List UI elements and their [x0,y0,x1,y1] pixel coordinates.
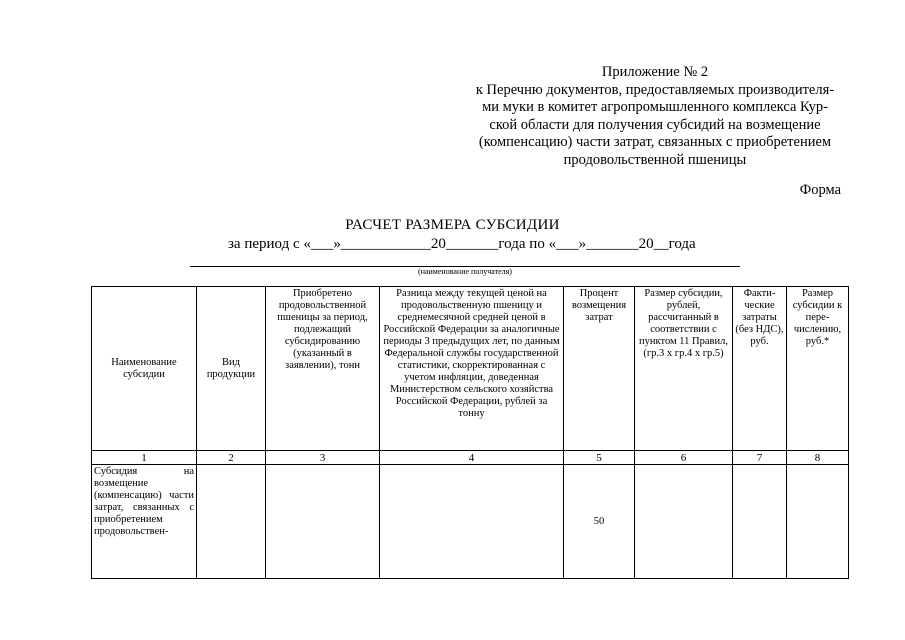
appendix-line: Приложение № 2 [601,64,709,80]
column-number-row [92,451,849,465]
appendix-line: (компенсацию) части затрат, связанных с приобретением [478,134,832,150]
price-difference-cell [380,465,564,579]
column-number: 8 [787,451,849,465]
appendix-line: продовольственной пшеницы [563,151,747,168]
header-price-difference: Разница между текущей ценой на продовольственную пшеницу и среднемесячной средней ценой в Российской Федерации за аналогичные периоды 3 предыдущих лет, по данным Федеральной службы государственной статистики, скорректированная с учетом инфляции, доведенная Министерством сельского хозяйства Российской Федерации, рублей за тонну [380,287,564,451]
column-number: 5 [564,451,635,465]
actual-costs-cell [733,465,787,579]
calculated-subsidy-cell [635,465,733,579]
period-line: за период с «___»____________20_______года по «___»_______20__года [228,236,696,252]
reimbursement-percent-cell: 50 [564,465,635,579]
header-subsidy-name: Наименование субсидии [92,287,197,451]
subsidy-calculation-table [91,286,849,579]
header-reimbursement-percent: Процент возмещения затрат [564,287,635,451]
table-row [92,465,849,579]
subsidy-name-cell: Субсидия на возмещение (компенсацию) части затрат, связанных с приобретением продовольствен- [92,465,197,579]
purchased-wheat-cell [266,465,380,579]
column-number: 6 [635,451,733,465]
column-number: 4 [380,451,564,465]
header-actual-costs: Факти-ческие затраты (без НДС), руб. [733,287,787,451]
header-subsidy-to-transfer: Размер субсидии к пере-числению, руб.* [787,287,849,451]
appendix-note [455,64,855,169]
column-number: 3 [266,451,380,465]
header-calculated-subsidy: Размер субсидии, рублей, рассчитанный в соответствии с пунктом 11 Правил, (гр.3 х гр.4 х гр.5) [635,287,733,451]
column-number: 7 [733,451,787,465]
appendix-line: ми муки в комитет агропромышленного комплекса Кур- [482,99,828,115]
header-row [92,287,849,451]
appendix-line: ской области для получения субсидий на возмещение [489,116,821,133]
product-type-cell [197,465,266,579]
document-title: РАСЧЕТ РАЗМЕРА СУБСИДИИ [345,217,560,233]
recipient-caption: (наименование получателя) [418,267,512,276]
subsidy-to-transfer-cell [787,465,849,579]
column-number: 2 [197,451,266,465]
form-label: Форма [799,182,841,198]
header-purchased-wheat: Приобретено продовольственной пшеницы за период, подлежащий субсидированию (указанный в заявлении), тонн [266,287,380,451]
appendix-line: к Перечню документов, предоставляемых производителя- [475,81,835,98]
column-number: 1 [92,451,197,465]
header-product-type: Вид продукции [197,287,266,451]
